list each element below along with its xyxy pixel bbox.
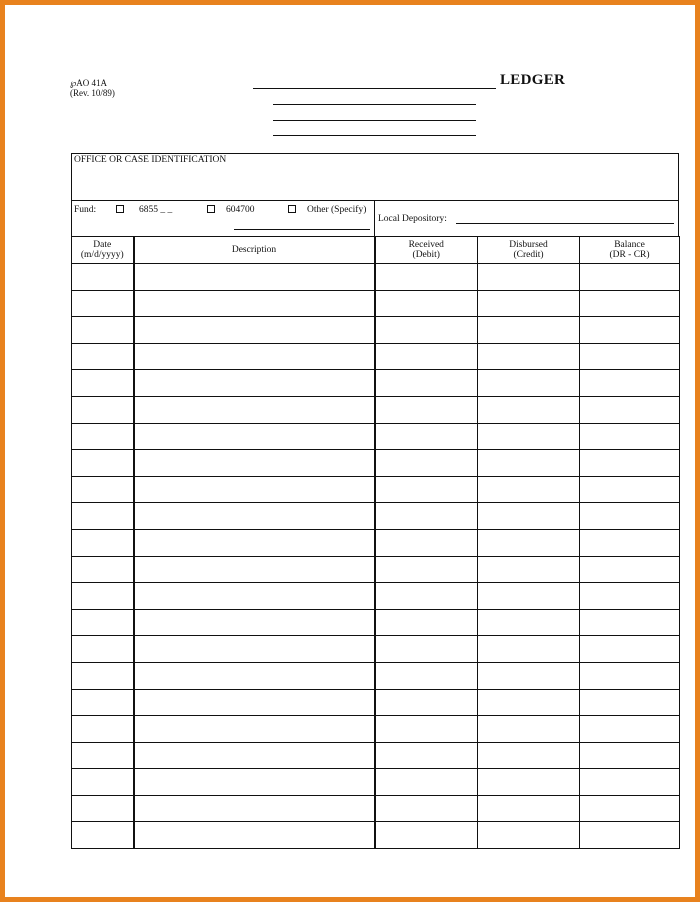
description-cell[interactable] <box>134 583 375 610</box>
column-header-balance: Balance (DR - CR) <box>580 237 680 264</box>
description-cell[interactable] <box>134 476 375 503</box>
received-cell[interactable] <box>375 343 478 370</box>
received-cell[interactable] <box>375 689 478 716</box>
balance-cell[interactable] <box>580 290 680 317</box>
date-cell[interactable] <box>72 370 134 397</box>
description-cell[interactable] <box>134 529 375 556</box>
balance-cell[interactable] <box>580 769 680 796</box>
table-row <box>72 769 680 796</box>
description-cell[interactable] <box>134 662 375 689</box>
table-row <box>72 716 680 743</box>
balance-cell[interactable] <box>580 795 680 822</box>
balance-cell[interactable] <box>580 476 680 503</box>
column-header-date: Date (m/d/yyyy) <box>72 237 134 264</box>
form-identifier <box>70 78 115 98</box>
date-cell[interactable] <box>72 556 134 583</box>
description-cell[interactable] <box>134 742 375 769</box>
date-cell[interactable] <box>72 396 134 423</box>
balance-cell[interactable] <box>580 343 680 370</box>
disbursed-cell[interactable] <box>478 264 580 291</box>
disbursed-cell[interactable] <box>478 583 580 610</box>
table-row <box>72 583 680 610</box>
disbursed-cell[interactable] <box>478 370 580 397</box>
table-row <box>72 503 680 530</box>
table-row <box>72 609 680 636</box>
balance-cell[interactable] <box>580 556 680 583</box>
table-row <box>72 317 680 344</box>
column-header-received: Received (Debit) <box>375 237 478 264</box>
table-row <box>72 370 680 397</box>
received-cell[interactable] <box>375 450 478 477</box>
disbursed-cell[interactable] <box>478 742 580 769</box>
disbursed-cell[interactable] <box>478 450 580 477</box>
fund-other-checkbox[interactable] <box>288 205 296 213</box>
header-line-1[interactable] <box>273 104 476 105</box>
balance-cell[interactable] <box>580 396 680 423</box>
description-cell[interactable] <box>134 795 375 822</box>
fund-other-specify-line[interactable] <box>234 229 370 230</box>
form-revision: (Rev. 10/89) <box>70 88 115 98</box>
description-cell[interactable] <box>134 290 375 317</box>
table-row <box>72 662 680 689</box>
balance-cell[interactable] <box>580 450 680 477</box>
date-cell[interactable] <box>72 343 134 370</box>
table-row <box>72 795 680 822</box>
disbursed-cell[interactable] <box>478 503 580 530</box>
balance-cell[interactable] <box>580 529 680 556</box>
description-cell[interactable] <box>134 423 375 450</box>
ledger-table <box>71 236 680 849</box>
fund-604700-label: 604700 <box>226 205 255 215</box>
description-cell[interactable] <box>134 317 375 344</box>
balance-cell[interactable] <box>580 662 680 689</box>
table-row <box>72 264 680 291</box>
date-cell[interactable] <box>72 636 134 663</box>
disbursed-cell[interactable] <box>478 609 580 636</box>
balance-cell[interactable] <box>580 370 680 397</box>
received-cell[interactable] <box>375 609 478 636</box>
column-header-disbursed: Disbursed (Credit) <box>478 237 580 264</box>
received-cell[interactable] <box>375 662 478 689</box>
description-cell[interactable] <box>134 370 375 397</box>
date-cell[interactable] <box>72 529 134 556</box>
table-row <box>72 290 680 317</box>
fund-6855-checkbox[interactable] <box>116 205 124 213</box>
table-row <box>72 822 680 849</box>
date-cell[interactable] <box>72 662 134 689</box>
description-cell[interactable] <box>134 450 375 477</box>
disbursed-cell[interactable] <box>478 822 580 849</box>
table-row <box>72 476 680 503</box>
received-cell[interactable] <box>375 742 478 769</box>
date-cell[interactable] <box>72 689 134 716</box>
received-cell[interactable] <box>375 716 478 743</box>
table-row <box>72 556 680 583</box>
balance-cell[interactable] <box>580 822 680 849</box>
description-cell[interactable] <box>134 689 375 716</box>
fund-divider <box>374 201 375 236</box>
disbursed-cell[interactable] <box>478 343 580 370</box>
header-line-3[interactable] <box>273 135 476 136</box>
fund-other-label: Other (Specify) <box>307 205 367 215</box>
description-cell[interactable] <box>134 609 375 636</box>
table-row <box>72 742 680 769</box>
balance-cell[interactable] <box>580 423 680 450</box>
received-cell[interactable] <box>375 290 478 317</box>
received-cell[interactable] <box>375 769 478 796</box>
disbursed-cell[interactable] <box>478 556 580 583</box>
disbursed-cell[interactable] <box>478 662 580 689</box>
table-row <box>72 450 680 477</box>
description-cell[interactable] <box>134 503 375 530</box>
date-cell[interactable] <box>72 450 134 477</box>
disbursed-cell[interactable] <box>478 795 580 822</box>
description-cell[interactable] <box>134 636 375 663</box>
disbursed-cell[interactable] <box>478 290 580 317</box>
received-cell[interactable] <box>375 317 478 344</box>
balance-cell[interactable] <box>580 636 680 663</box>
date-cell[interactable] <box>72 423 134 450</box>
received-cell[interactable] <box>375 476 478 503</box>
table-row <box>72 423 680 450</box>
disbursed-cell[interactable] <box>478 636 580 663</box>
description-cell[interactable] <box>134 343 375 370</box>
description-cell[interactable] <box>134 716 375 743</box>
received-cell[interactable] <box>375 370 478 397</box>
local-depository-field[interactable] <box>456 223 674 224</box>
date-cell[interactable] <box>72 264 134 291</box>
disbursed-cell[interactable] <box>478 423 580 450</box>
disbursed-cell[interactable] <box>478 529 580 556</box>
fund-row <box>71 200 679 237</box>
column-header-description: Description <box>134 237 375 264</box>
received-cell[interactable] <box>375 264 478 291</box>
received-cell[interactable] <box>375 556 478 583</box>
description-cell[interactable] <box>134 769 375 796</box>
date-cell[interactable] <box>72 503 134 530</box>
office-identification-label: OFFICE OR CASE IDENTIFICATION <box>74 155 227 165</box>
fund-label: Fund: <box>74 205 97 215</box>
fund-6855-label: 6855 _ _ <box>139 205 173 215</box>
table-row <box>72 396 680 423</box>
received-cell[interactable] <box>375 822 478 849</box>
description-cell[interactable] <box>134 556 375 583</box>
disbursed-cell[interactable] <box>478 769 580 796</box>
ledger-body <box>72 264 680 849</box>
balance-cell[interactable] <box>580 264 680 291</box>
office-identification-box[interactable] <box>71 153 679 201</box>
balance-cell[interactable] <box>580 583 680 610</box>
received-cell[interactable] <box>375 795 478 822</box>
balance-cell[interactable] <box>580 689 680 716</box>
disbursed-cell[interactable] <box>478 716 580 743</box>
balance-cell[interactable] <box>580 742 680 769</box>
date-cell[interactable] <box>72 769 134 796</box>
disbursed-cell[interactable] <box>478 396 580 423</box>
description-cell[interactable] <box>134 822 375 849</box>
received-cell[interactable] <box>375 529 478 556</box>
received-cell[interactable] <box>375 396 478 423</box>
form-title: LEDGER <box>500 72 566 88</box>
date-cell[interactable] <box>72 583 134 610</box>
ledger-header-row <box>72 237 680 264</box>
table-row <box>72 689 680 716</box>
table-row <box>72 343 680 370</box>
local-depository-label: Local Depository: <box>378 214 447 224</box>
date-cell[interactable] <box>72 795 134 822</box>
table-row <box>72 529 680 556</box>
fund-604700-checkbox[interactable] <box>207 205 215 213</box>
received-cell[interactable] <box>375 503 478 530</box>
received-cell[interactable] <box>375 423 478 450</box>
balance-cell[interactable] <box>580 317 680 344</box>
title-line[interactable] <box>253 88 496 89</box>
disbursed-cell[interactable] <box>478 476 580 503</box>
date-cell[interactable] <box>72 290 134 317</box>
date-cell[interactable] <box>72 609 134 636</box>
disbursed-cell[interactable] <box>478 689 580 716</box>
date-cell[interactable] <box>72 822 134 849</box>
description-cell[interactable] <box>134 396 375 423</box>
date-cell[interactable] <box>72 742 134 769</box>
balance-cell[interactable] <box>580 716 680 743</box>
disbursed-cell[interactable] <box>478 317 580 344</box>
table-row <box>72 636 680 663</box>
date-cell[interactable] <box>72 476 134 503</box>
received-cell[interactable] <box>375 636 478 663</box>
balance-cell[interactable] <box>580 609 680 636</box>
header-line-2[interactable] <box>273 120 476 121</box>
description-cell[interactable] <box>134 264 375 291</box>
date-cell[interactable] <box>72 317 134 344</box>
date-cell[interactable] <box>72 716 134 743</box>
received-cell[interactable] <box>375 583 478 610</box>
form-number: ℘AO 41A <box>70 78 108 88</box>
balance-cell[interactable] <box>580 503 680 530</box>
